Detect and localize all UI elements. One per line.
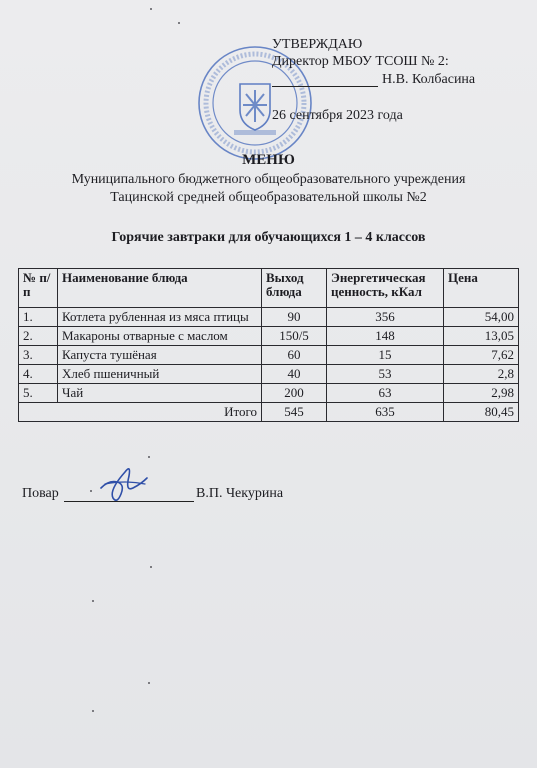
dish-name: Чай xyxy=(58,384,262,403)
paper-speck xyxy=(178,22,180,24)
header-number: № п/п xyxy=(19,269,58,308)
cook-label: Повар xyxy=(22,486,59,501)
paper-speck xyxy=(90,490,92,492)
paper-speck xyxy=(150,566,152,568)
document-title: МЕНЮ xyxy=(242,152,295,168)
paper-speck xyxy=(148,456,150,458)
header-output: Выход блюда xyxy=(262,269,327,308)
dish-price: 7,62 xyxy=(444,346,519,365)
total-label: Итого xyxy=(19,403,262,422)
row-number: 4. xyxy=(19,365,58,384)
approve-word: УТВЕРЖДАЮ xyxy=(272,37,363,52)
dish-energy: 356 xyxy=(327,308,444,327)
menu-subtitle: Горячие завтраки для обучающихся 1 – 4 классов xyxy=(111,230,426,245)
header-energy: Энергетическая ценность, кКал xyxy=(327,269,444,308)
dish-output: 200 xyxy=(262,384,327,403)
table-row xyxy=(19,308,519,327)
dish-price: 13,05 xyxy=(444,327,519,346)
total-energy: 635 xyxy=(327,403,444,422)
director-name: Н.В. Колбасина xyxy=(382,72,476,87)
table-row xyxy=(19,327,519,346)
total-price: 80,45 xyxy=(444,403,519,422)
table-row xyxy=(19,384,519,403)
dish-output: 150/5 xyxy=(262,327,327,346)
approval-date: 26 сентября 2023 года xyxy=(272,108,403,123)
paper-speck xyxy=(150,8,152,10)
dish-price: 2,98 xyxy=(444,384,519,403)
row-number: 2. xyxy=(19,327,58,346)
dish-energy: 53 xyxy=(327,365,444,384)
director-signature-line xyxy=(272,86,378,87)
dish-energy: 15 xyxy=(327,346,444,365)
total-output: 545 xyxy=(262,403,327,422)
cook-name: В.П. Чекурина xyxy=(196,486,284,501)
row-number: 5. xyxy=(19,384,58,403)
director-position: Директор МБОУ ТСОШ № 2: xyxy=(272,54,449,69)
dish-output: 90 xyxy=(262,308,327,327)
organization-line-2: Тацинской средней общеобразовательной школы №2 xyxy=(110,190,427,205)
table-header-row xyxy=(19,269,519,308)
paper-speck xyxy=(92,600,94,602)
paper-speck xyxy=(148,682,150,684)
header-dish-name: Наименование блюда xyxy=(58,269,262,308)
table-row xyxy=(19,346,519,365)
row-number: 1. xyxy=(19,308,58,327)
dish-name: Хлеб пшеничный xyxy=(58,365,262,384)
paper-speck xyxy=(92,710,94,712)
menu-table xyxy=(18,268,519,422)
header-price: Цена xyxy=(444,269,519,308)
dish-name: Капуста тушёная xyxy=(58,346,262,365)
row-number: 3. xyxy=(19,346,58,365)
table-row xyxy=(19,365,519,384)
dish-output: 60 xyxy=(262,346,327,365)
dish-price: 2,8 xyxy=(444,365,519,384)
dish-price: 54,00 xyxy=(444,308,519,327)
dish-output: 40 xyxy=(262,365,327,384)
cook-signature-line xyxy=(64,501,194,502)
dish-name: Макароны отварные с маслом xyxy=(58,327,262,346)
dish-energy: 63 xyxy=(327,384,444,403)
cook-signature xyxy=(95,458,155,506)
dish-name: Котлета рубленная из мяса птицы xyxy=(58,308,262,327)
table-total-row xyxy=(19,403,519,422)
organization-line-1: Муниципального бюджетного общеобразовательного учреждения xyxy=(71,172,466,187)
dish-energy: 148 xyxy=(327,327,444,346)
